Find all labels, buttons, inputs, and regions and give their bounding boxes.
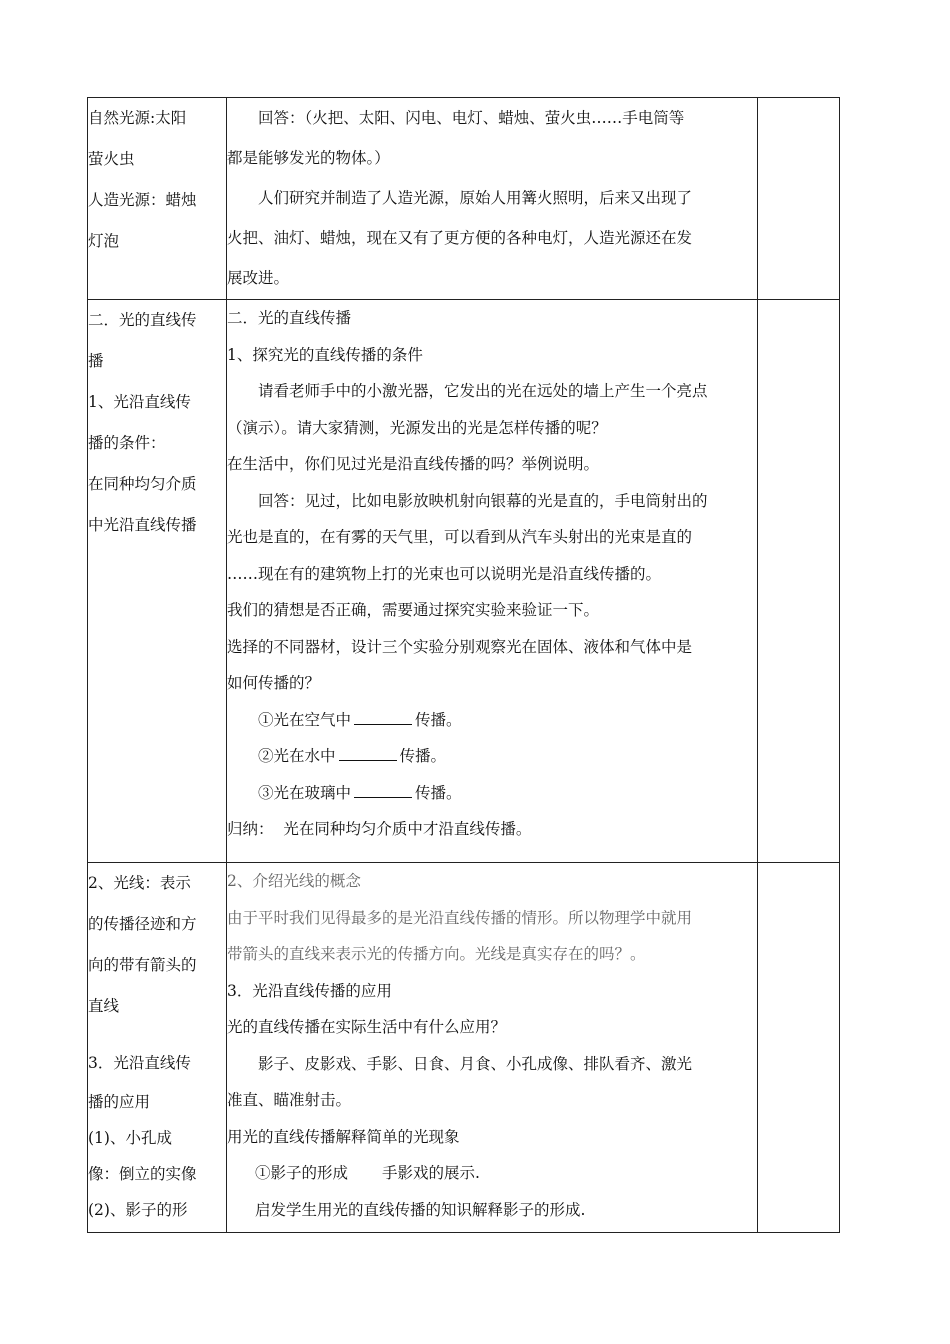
key-point-line: 萤火虫 (88, 150, 135, 168)
table-row (88, 98, 840, 300)
summary-label: 归纳： (227, 820, 274, 838)
text-line: 如何传播的？ (227, 674, 321, 692)
experiment-text: ③光在玻璃中 (258, 783, 352, 802)
table-row (88, 863, 840, 1233)
text-line: 影子、皮影戏、手影、日食、月食、小孔成像、排队看齐、激光 (258, 1054, 693, 1073)
key-point-line: (2)、影子的形 (88, 1201, 188, 1219)
text-line: ……现在有的建筑物上打的光束也可以说明光是沿直线传播的。 (227, 564, 662, 583)
teaching-process-cell (227, 300, 758, 863)
key-point-line: 二．光的直线传 (88, 311, 197, 329)
section-heading: 二．光的直线传播 (227, 309, 352, 327)
key-point-line: 灯泡 (88, 232, 120, 250)
summary-line (227, 811, 757, 848)
key-point-line: 中光沿直线传播 (88, 516, 197, 534)
key-point-line: 像：倒立的实像 (88, 1165, 197, 1183)
fill-blank (354, 724, 412, 725)
text-line: 都是能够发光的物体。） (227, 149, 390, 167)
subsection-heading: 1、探究光的直线传播的条件 (227, 345, 423, 364)
experiment-line (227, 775, 757, 812)
text-line: 请看老师手中的小激光器，它发出的光在远处的墙上产生一个亮点 (258, 382, 708, 400)
activity-text: ①影子的形成 (255, 1164, 349, 1182)
teaching-process-cell (227, 863, 758, 1233)
text-line: 准直、瞄准射击。 (227, 1091, 352, 1109)
text-line: 回答：（火把、太阳、闪电、电灯、蜡烛、萤火虫……手电筒等 (258, 109, 685, 127)
key-points-cell (88, 863, 227, 1233)
notes-cell (758, 863, 840, 1233)
text-line: 在生活中，你们见过光是沿直线传播的吗？举例说明。 (227, 455, 600, 473)
key-point-line: 播的条件： (88, 434, 166, 452)
section-heading: 3．光沿直线传播的应用 (227, 981, 392, 1000)
experiment-text: 传播。 (399, 747, 447, 765)
key-point-line: (1)、小孔成 (88, 1129, 172, 1147)
key-point-line: 的传播径迹和方 (88, 915, 197, 933)
key-point-line: 3．光沿直线传 (88, 1054, 191, 1072)
key-point-line (88, 1027, 226, 1043)
text-line: 由于平时我们见得最多的是光沿直线传播的情形。所以物理学中就用 (227, 908, 693, 927)
table-row (88, 300, 840, 863)
text-line: 光的直线传播在实际生活中有什么应用？ (227, 1018, 507, 1036)
fill-blank (339, 760, 397, 761)
experiment-text: ②光在水中 (258, 747, 336, 765)
key-point-line: 直线 (88, 997, 120, 1015)
key-point-line: 播 (88, 352, 104, 370)
key-point-line: 向的带有箭头的 (88, 956, 197, 974)
key-points-cell (88, 98, 227, 300)
teaching-process-cell (227, 98, 758, 300)
text-line: 回答：见过，比如电影放映机射向银幕的光是直的，手电筒射出的 (258, 491, 708, 510)
summary-text: 光在同种均匀介质中才沿直线传播。 (283, 820, 532, 838)
key-point-line: 播的应用 (88, 1093, 151, 1111)
key-point-line: 自然光源:太阳 (88, 109, 187, 127)
experiment-line (227, 702, 757, 739)
text-line: 展改进。 (227, 269, 290, 287)
notes-cell (758, 98, 840, 300)
text-line (227, 1155, 757, 1192)
text-line: （演示）。请大家猜测，光源发出的光是怎样传播的呢？ (227, 418, 607, 437)
experiment-line (227, 738, 757, 775)
key-point-line: 2、光线：表示 (88, 874, 191, 892)
fill-blank (354, 797, 412, 798)
text-line: 光也是直的，在有雾的天气里，可以看到从汽车头射出的光束是直的 (227, 528, 693, 546)
notes-cell (758, 300, 840, 863)
experiment-text: 传播。 (415, 710, 462, 729)
lesson-table (87, 97, 840, 1233)
key-point-line: 1、光沿直线传 (88, 393, 191, 411)
text-line: 用光的直线传播解释简单的光现象 (227, 1127, 460, 1146)
text-line: 选择的不同器材，设计三个实验分别观察光在固体、液体和气体中是 (227, 637, 693, 656)
text-line: 人们研究并制造了人造光源，原始人用篝火照明，后来又出现了 (258, 189, 693, 207)
section-heading: 2、介绍光线的概念 (227, 872, 361, 890)
text-line: 带箭头的直线来表示光的传播方向。光线是真实存在的吗？。 (227, 945, 646, 963)
experiment-text: ①光在空气中 (258, 710, 352, 729)
key-points-cell (88, 300, 227, 863)
activity-text: 手影戏的展示. (382, 1164, 480, 1182)
key-point-line: 人造光源：蜡烛 (88, 191, 197, 209)
text-line: 我们的猜想是否正确，需要通过探究实验来验证一下。 (227, 601, 600, 619)
text-line: 火把、油灯、蜡烛，现在又有了更方便的各种电灯，人造光源还在发 (227, 229, 693, 247)
experiment-text: 传播。 (415, 783, 462, 802)
key-point-line: 在同种均匀介质 (88, 475, 197, 493)
text-line: 启发学生用光的直线传播的知识解释影子的形成. (255, 1200, 586, 1219)
